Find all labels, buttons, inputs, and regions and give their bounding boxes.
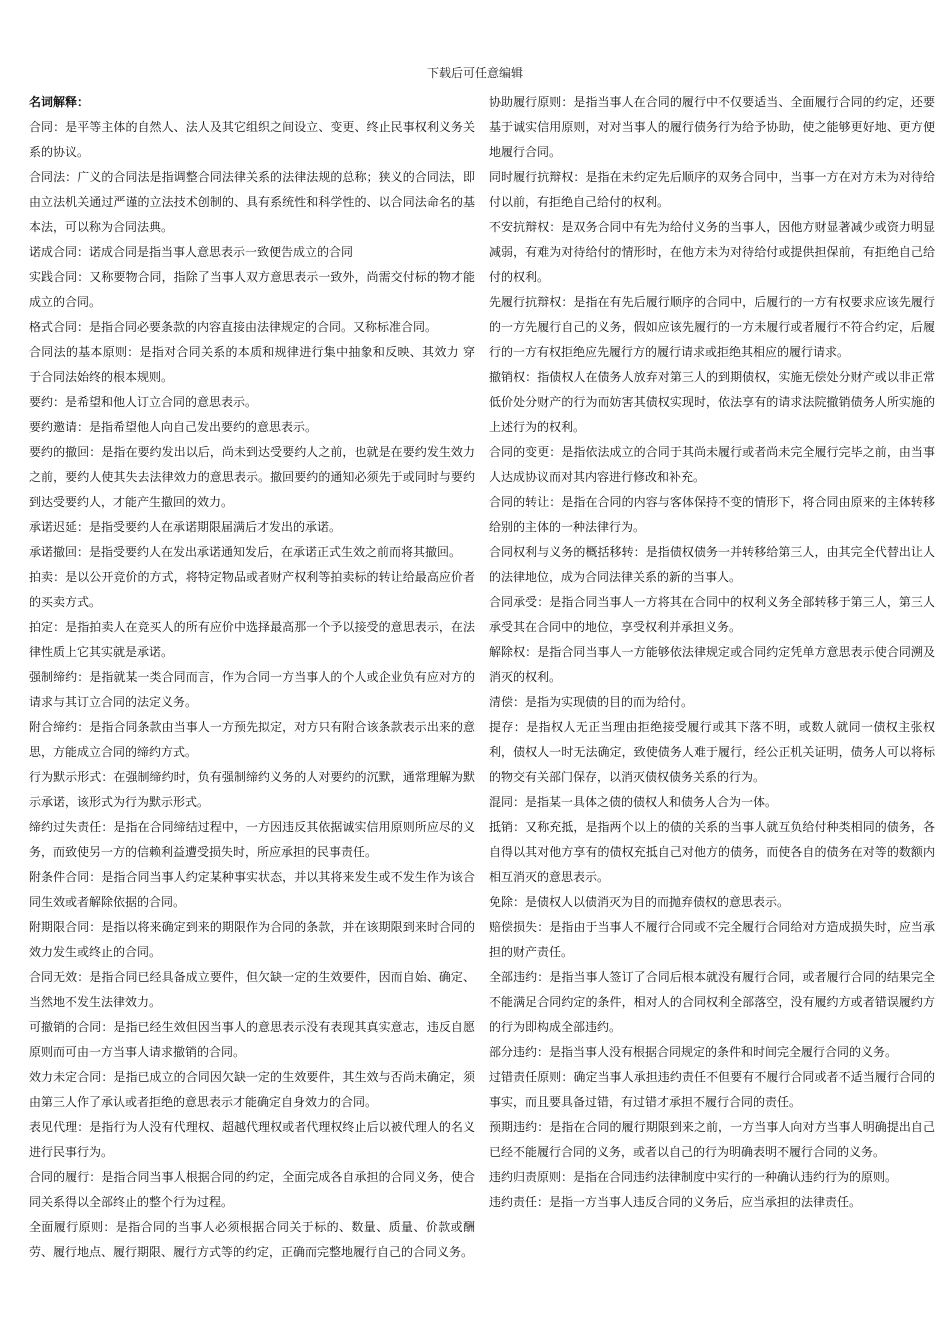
term-definition: 诺成合同：诺成合同是指当事人意思表示一致便告成立的合同 (29, 245, 354, 259)
right-column (489, 90, 935, 1215)
term-definition: 合同的履行：是指合同当事人根据合同的约定，全面完成各自承担的合同义务，使合同关系得以全部终止的整个行为过程。 (29, 1170, 475, 1209)
term-definition: 强制缔约：是指就某一类合同而言，作为合同一方当事人的个人或企业负有应对方的请求与其订立合同的法定义务。 (29, 670, 475, 709)
term-definition: 违约责任：是指一方当事人违反合同的义务后，应当承担的法律责任。 (489, 1195, 862, 1209)
term-definition: 行为默示形式：在强制缔约时，负有强制缔约义务的人对要约的沉默，通常理解为默示承诺，该形式为行为默示形式。 (29, 770, 475, 809)
term-definition: 要约的撤回：是指在要约发出以后，尚未到达受要约人之前，也就是在要约发生效力之前，要约人使其失去法律效力的意思表示。撤回要约的通知必须先于或同时与要约到达受要约人，才能产生撤回的效力。 (29, 445, 475, 509)
term-definition: 不安抗辩权：是双务合同中有先为给付义务的当事人，因他方财显著减少或资力明显减弱，有难为对待给付的情形时，在他方未为对待给付或提供担保前，有拒绝自己给付的权利。 (489, 220, 935, 284)
term-definition: 要约邀请：是指希望他人向自己发出要约的意思表示。 (29, 420, 318, 434)
term-definition: 合同法：广义的合同法是指调整合同法律关系的法律法规的总称；狭义的合同法，即由立法机关通过严谨的立法技术创制的、具有系统性和科学性的、以合同法命名的基本法，可以称为合同法典。 (29, 170, 475, 234)
term-definition: 协助履行原则：是指当事人在合同的履行中不仅要适当、全面履行合同的约定，还要基于诚实信用原则，对对当事人的履行债务行为给予协助，使之能够更好地、更方便地履行合同。 (489, 95, 935, 159)
term-definition: 清偿：是指为实现债的目的而为给付。 (489, 695, 694, 709)
term-definition: 附期限合同：是指以将来确定到来的期限作为合同的条款，并在该期限到来时合同的效力发生或终止的合同。 (29, 920, 475, 959)
term-definition: 实践合同：又称要物合同，指除了当事人双方意思表示一致外，尚需交付标的物才能成立的合同。 (29, 270, 475, 309)
term-definition: 赔偿损失：是指由于当事人不履行合同或不完全履行合同给对方造成损失时，应当承担的财产责任。 (489, 920, 935, 959)
term-definition: 效力未定合同：是指已成立的合同因欠缺一定的生效要件，其生效与否尚未确定，须由第三人作了承认或者拒绝的意思表示才能确定自身效力的合同。 (29, 1070, 475, 1109)
term-definition: 全面履行原则：是指合同的当事人必须根据合同关于标的、数量、质量、价款或酬劳、履行地点、履行期限、履行方式等的约定，正确而完整地履行自己的合同义务。 (29, 1220, 475, 1259)
term-definition: 混同：是指某一具体之债的债权人和债务人合为一体。 (489, 795, 778, 809)
term-definition: 承诺迟延：是指受要约人在承诺期限届满后才发出的承诺。 (29, 520, 342, 534)
term-definition: 拍定：是指拍卖人在竞买人的所有应价中选择最高那一个予以接受的意思表示，在法律性质上它其实就是承诺。 (29, 620, 475, 659)
term-definition: 拍卖：是以公开竞价的方式，将特定物品或者财产权利等拍卖标的转让给最高应价者的买卖方式。 (29, 570, 475, 609)
term-definition: 部分违约：是指当事人没有根据合同规定的条件和时间完全履行合同的义务。 (489, 1045, 898, 1059)
term-definition: 解除权：是指合同当事人一方能够依法律规定或合同约定凭单方意思表示使合同溯及消灭的权利。 (489, 645, 935, 684)
term-definition: 合同的转让：是指在合同的内容与客体保持不变的情形下，将合同由原来的主体转移给别的主体的一种法律行为。 (489, 495, 935, 534)
term-definition: 同时履行抗辩权：是指在未约定先后顺序的双务合同中，当事一方在对方未为对待给付以前，有拒绝自己给付的权利。 (489, 170, 935, 209)
section-heading: 名词解释： (29, 95, 90, 109)
term-definition: 预期违约：是指在合同的履行期限到来之前，一方当事人向对方当事人明确提出自己已经不能履行合同的义务，或者以自己的行为明确表明不履行合同的义务。 (489, 1120, 935, 1159)
term-definition: 违约归责原则：是指在合同违约法律制度中实行的一种确认违约行为的原则。 (489, 1170, 898, 1184)
term-definition: 缔约过失责任：是指在合同缔结过程中，一方因违反其依据诚实信用原则所应尽的义务，而致使另一方的信赖利益遭受损失时，所应承担的民事责任。 (29, 820, 475, 859)
term-definition: 可撤销的合同：是指已经生效但因当事人的意思表示没有表现其真实意志，违反自愿原则而可由一方当事人请求撤销的合同。 (29, 1020, 475, 1059)
term-definition: 撤销权：指债权人在债务人放弃对第三人的到期债权，实施无偿处分财产或以非正常低价处分财产的行为而妨害其债权实现时，依法享有的请求法院撤销债务人所实施的上述行为的权利。 (489, 370, 935, 434)
term-definition: 抵销：又称充抵，是指两个以上的债的关系的当事人就互负给付种类相同的债务，各自得以其对他方享有的债权充抵自己对他方的债务，而使各自的债务在对等的数额内相互消灭的意思表示。 (489, 820, 935, 884)
term-definition: 提存：是指权人无正当理由拒绝接受履行或其下落不明，或数人就同一债权主张权利，债权人一时无法确定，致使债务人难于履行，经公正机关证明，债务人可以将标的物交有关部门保存，以消灭债权债务关系的行为。 (489, 720, 935, 784)
term-definition: 附条件合同：是指合同当事人约定某种事实状态，并以其将来发生或不发生作为该合同生效或者解除依据的合同。 (29, 870, 475, 909)
term-definition: 合同法的基本原则：是指对合同关系的本质和规律进行集中抽象和反映、其效力 穿于合同法始终的根本规则。 (29, 345, 475, 384)
term-definition: 承诺撤回：是指受要约人在发出承诺通知发后，在承诺正式生效之前而将其撤回。 (29, 545, 462, 559)
term-definition: 合同无效：是指合同已经具备成立要件，但欠缺一定的生效要件，因而自始、确定、当然地不发生法律效力。 (29, 970, 475, 1009)
term-definition: 合同权利与义务的概括移转：是指债权债务一并转移给第三人，由其完全代替出让人的法律地位，成为合同法律关系的新的当事人。 (489, 545, 935, 584)
term-definition: 合同承受：是指合同当事人一方将其在合同中的权利义务全部转移于第三人，第三人承受其在合同中的地位，享受权利并承担义务。 (489, 595, 935, 634)
term-definition: 要约：是希望和他人订立合同的意思表示。 (29, 395, 258, 409)
term-definition: 合同：是平等主体的自然人、法人及其它组织之间设立、变更、终止民事权利义务关系的协议。 (29, 120, 475, 159)
term-definition: 合同的变更：是指依法成立的合同于其尚未履行或者尚未完全履行完毕之前，由当事人达成协议而对其内容进行修改和补充。 (489, 445, 935, 484)
term-definition: 附合缔约：是指合同条款由当事人一方预先拟定，对方只有附合该条款表示出来的意思，方能成立合同的缔约方式。 (29, 720, 475, 759)
term-definition: 过错责任原则：确定当事人承担违约责任不但要有不履行合同或者不适当履行合同的事实，而且要具备过错，有过错才承担不履行合同的责任。 (489, 1070, 935, 1109)
term-definition: 先履行抗辩权：是指在有先后履行顺序的合同中，后履行的一方有权要求应该先履行的一方先履行自己的义务，假如应该先履行的一方未履行或者履行不符合约定，后履行的一方有权拒绝应先履行方的履行请求或拒绝其相应的履行请求。 (489, 295, 935, 359)
left-column (29, 90, 475, 1265)
term-definition: 格式合同：是指合同必要条款的内容直接由法律规定的合同。又称标准合同。 (29, 320, 438, 334)
term-definition: 全部违约：是指当事人签订了合同后根本就没有履行合同，或者履行合同的结果完全不能满足合同约定的条件，相对人的合同权利全部落空，没有履约方或者错误履约方的行为即构成全部违约。 (489, 970, 935, 1034)
term-definition: 表见代理：是指行为人没有代理权、超越代理权或者代理权终止后以被代理人的名义进行民事行为。 (29, 1120, 475, 1159)
term-definition: 免除：是债权人以债消灭为目的而抛弃债权的意思表示。 (489, 895, 790, 909)
page-header: 下载后可任意编辑 (426, 66, 523, 80)
